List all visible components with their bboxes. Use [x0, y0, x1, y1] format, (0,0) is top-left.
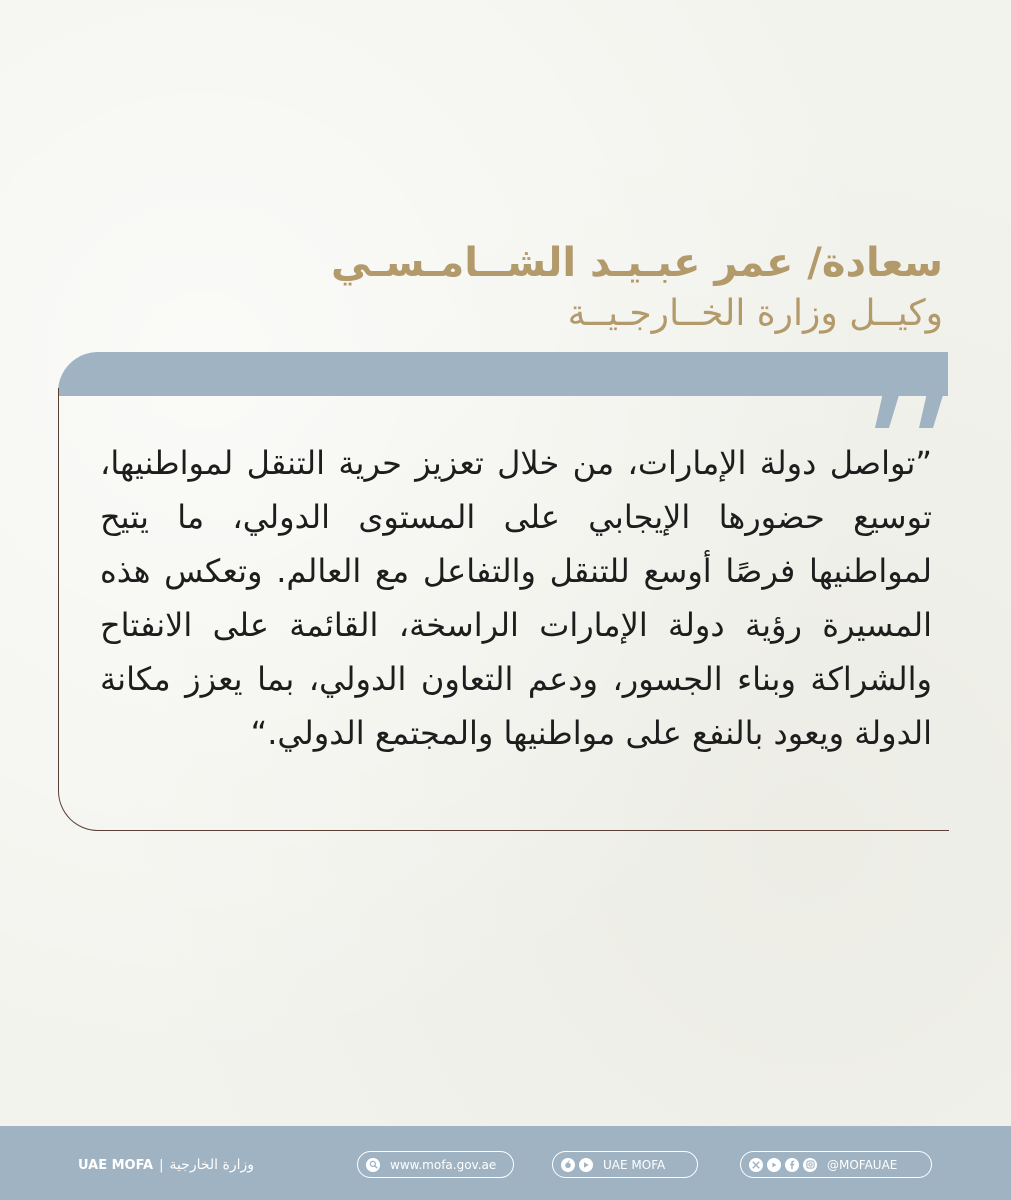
brand-separator: |: [159, 1157, 164, 1173]
facebook-icon[interactable]: [785, 1158, 799, 1172]
footer-bar: [0, 1126, 1011, 1200]
website-pill[interactable]: [357, 1151, 514, 1178]
website-link[interactable]: www.mofa.gov.ae: [390, 1157, 497, 1172]
speaker-title: وكيــل وزارة الخــارجـيــة: [567, 293, 943, 334]
x-icon[interactable]: [749, 1158, 763, 1172]
app-store-icon[interactable]: [561, 1158, 575, 1172]
app-label[interactable]: UAE MOFA: [603, 1157, 666, 1172]
quote-icon: [861, 358, 951, 428]
app-links-pill[interactable]: [552, 1151, 698, 1178]
instagram-icon[interactable]: [803, 1158, 817, 1172]
brand-arabic: وزارة الخارجية: [169, 1157, 255, 1173]
quote-text: ”تواصل دولة الإمارات، من خلال تعزيز حرية التنقل لمواطنيها، توسيع حضورها الإيجابي على المستوى الدولي، ما يتيح لمواطنيها فرصًا أوسع للتنقل والتفاعل مع العالم. وتعكس هذه المسيرة رؤية دولة الإمارات الراسخة، القائمة على الانفتاح والشراكة وبناء الجسور، ودعم التعاون الدولي، بما يعزز مكانة الدولة ويعود بالنفع على مواطنيها والمجتمع الدولي.“: [100, 444, 932, 752]
globe-icon[interactable]: [366, 1158, 380, 1172]
youtube-icon[interactable]: [767, 1158, 781, 1172]
social-handle[interactable]: @MOFAUAE: [827, 1157, 898, 1172]
play-store-icon[interactable]: [579, 1158, 593, 1172]
social-links-pill[interactable]: [740, 1151, 932, 1178]
speaker-name: سعادة/ عمر عبـيـد الشــامـسـي: [331, 240, 943, 286]
brand-logo: [78, 1154, 254, 1176]
speaker-block: [243, 236, 943, 338]
brand-english: UAE MOFA: [78, 1157, 154, 1173]
